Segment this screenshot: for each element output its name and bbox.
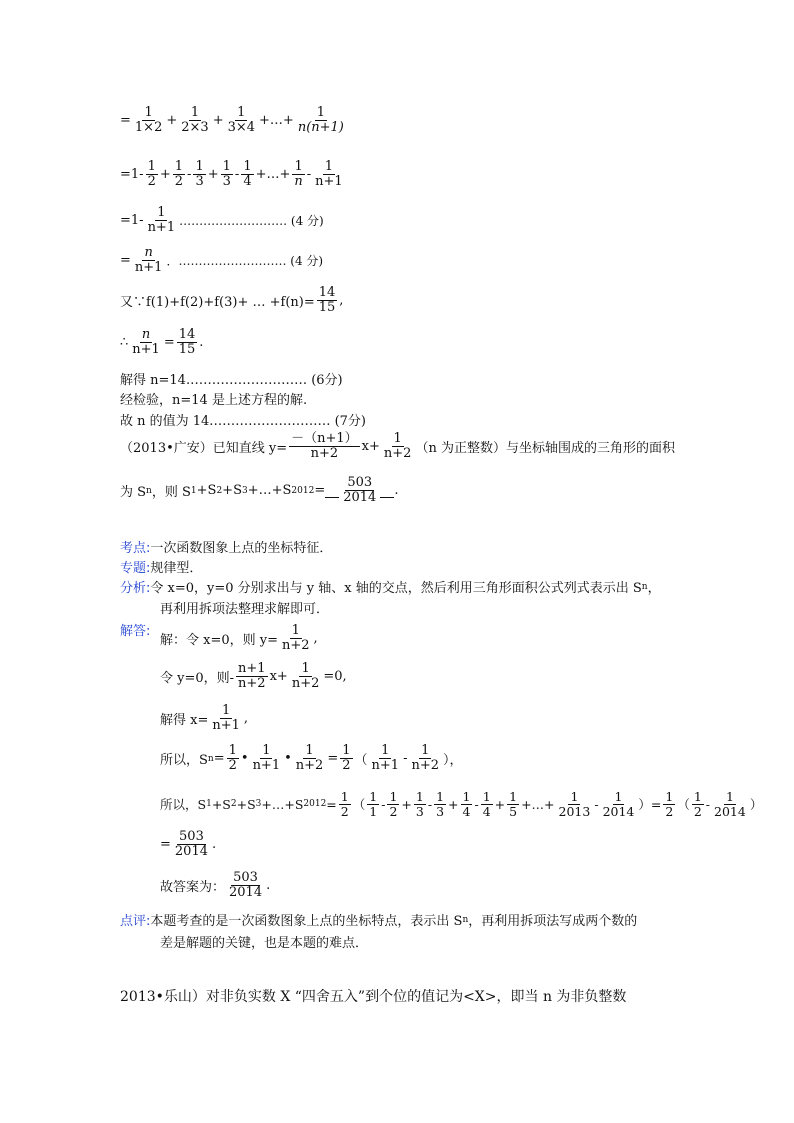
denominator: n+2: [282, 638, 310, 654]
fraction: [210, 704, 242, 734]
subscript: 2012: [303, 799, 327, 810]
check-text: 经检验，n=14 是上述方程的解.: [120, 393, 308, 408]
denominator: 2: [228, 758, 237, 774]
numerator: 503: [233, 870, 258, 885]
denominator: 15: [318, 300, 336, 316]
denominator: n+2: [291, 676, 320, 692]
fraction: [414, 790, 426, 819]
fenxi-row: [120, 577, 661, 596]
denominator: 4: [482, 803, 491, 819]
denominator: n+2: [310, 446, 339, 462]
fraction: [173, 830, 210, 860]
fraction: [177, 328, 198, 358]
fenxi-text: 令 x=0，y=0 分别求出与 y 轴、x 轴的交点，然后利用三角形面积公式列式表示出 S: [150, 581, 642, 596]
fraction: [317, 286, 338, 316]
numerator: 1: [693, 789, 702, 804]
fraction: [290, 662, 322, 692]
subscript: n: [207, 753, 214, 764]
fraction: [481, 790, 493, 819]
denominator: 4: [243, 174, 252, 190]
eq-sign: =: [120, 113, 131, 129]
jieda-line-4: [160, 744, 463, 774]
answer-fraction: [341, 476, 378, 506]
next-problem: [120, 986, 626, 1006]
ellipsis: +…+: [259, 113, 294, 129]
numerator: 1: [305, 743, 314, 758]
jieda-text: 所以，S: [160, 753, 208, 769]
fraction: [340, 744, 352, 774]
fraction: [173, 160, 185, 190]
problem-text: +…+S: [247, 483, 292, 499]
numerator: 1: [291, 623, 300, 638]
eq-sign: =: [160, 837, 171, 853]
fraction: [146, 160, 158, 190]
numerator: 1: [393, 431, 402, 446]
eq-line-5: [120, 286, 343, 316]
punct: .: [199, 335, 204, 351]
numerator: 1: [237, 105, 246, 120]
punct: .: [394, 483, 399, 499]
fraction: [601, 790, 637, 819]
fraction: [370, 744, 402, 774]
punct: .: [266, 878, 271, 894]
eq-line-2: =1- $\frac{1}{2}$ + $\frac{1}{2}$ - $\frac{1}{3}$ + $\frac{1}{3}$ - $\frac{1}{4}$ +…+ $\frac{1}{n}$ - $\frac{1}{n+1}$: [120, 159, 343, 190]
dianping-row: [120, 910, 637, 929]
denominator: 2: [693, 803, 702, 819]
numerator: 1: [421, 743, 430, 758]
subscript: 1: [190, 485, 197, 496]
eq-sign: =: [326, 796, 337, 812]
solution-text: 解得 n=14.……………………… (6分): [120, 373, 343, 388]
eq-line-7: [120, 369, 343, 388]
fraction: [251, 744, 283, 774]
numerator: 1: [174, 159, 184, 174]
jieda-line-5: 所以，S 1 +S 2 +S 3 +…+S 2012 = $\frac{1}{2}$ （ $\frac{1}{1}$ - $\frac{1}{2}$ + $\frac{1}{3}$ - $\frac{1}{3}$ + $\frac{1}{4}$ - $\frac{1}{4}$ + $\frac{1}{5}$ +…+ $\frac{1}{2013}$ - $\frac{1}{2014}$ ）= $\frac{1}{2}$ （ $\frac{1}{2}$ - $\frac{1}{2014}$ ）: [160, 789, 763, 819]
subscript: 3: [255, 799, 262, 810]
lead: =1-: [120, 167, 144, 183]
dianping-text: 差是解题的关键，也是本题的难点．: [160, 936, 369, 951]
denominator: 2014: [714, 803, 746, 819]
problem-text: （n 为正整数）与坐标轴围成的三角形的面积: [415, 441, 675, 457]
numerator: n+1: [238, 661, 266, 676]
numerator: 1: [144, 105, 153, 120]
denominator: 3: [222, 174, 231, 190]
numerator: 1: [157, 205, 166, 220]
problem-text: 为 S: [120, 485, 147, 501]
fraction: [227, 871, 264, 901]
numerator: 1: [725, 789, 734, 804]
denominator: n+1: [132, 342, 160, 358]
denominator: 2×3: [181, 120, 209, 136]
dianping-text: 本题考查的是一次函数图象上点的坐标特点，表示出 S: [150, 914, 463, 929]
eq-sign: =: [213, 751, 225, 767]
denominator: n+1: [252, 758, 281, 774]
jieda-label-row: [120, 620, 150, 639]
fraction: [292, 160, 304, 190]
fraction: [133, 106, 164, 136]
denominator: n+1: [315, 174, 343, 190]
jieda-line-6: [160, 830, 216, 860]
jieda-text: 令 y=0，则-: [160, 671, 235, 687]
subscript: 2012: [291, 485, 315, 496]
denominator: 2014: [343, 490, 377, 506]
fraction: [221, 160, 233, 190]
denominator: 15: [178, 342, 196, 358]
denominator: 1: [369, 803, 378, 819]
punct: ,: [243, 711, 249, 727]
subscript: 1: [206, 799, 212, 810]
denominator: 4: [462, 803, 471, 819]
score-note: ．……………………… (4 分): [166, 254, 324, 269]
fraction: [339, 790, 351, 819]
fraction: [461, 790, 473, 819]
dot-operator: •: [240, 751, 249, 767]
minus-sign: -: [403, 751, 408, 767]
fraction: [133, 246, 165, 276]
punct: ,: [313, 631, 318, 647]
numerator: 503: [347, 475, 373, 490]
eq-line-4: [120, 246, 323, 276]
subscript: 3: [241, 485, 248, 496]
subscript: 2: [230, 799, 237, 810]
next-problem-text: 2013•乐山）对非负实数 X “四舍五入”到个位的值记为<X>，即当 n 为非负整数: [120, 989, 627, 1005]
paren: ），: [443, 753, 463, 769]
numerator: 1: [316, 105, 325, 120]
denominator: n+1: [147, 220, 176, 236]
fraction: [236, 662, 268, 692]
fraction: [507, 790, 519, 819]
jieda-line-1: [160, 624, 318, 654]
numerator: 1: [415, 789, 424, 804]
denominator: 2013: [558, 803, 591, 819]
eq-line-1: = $\frac{1}{1\times 2}$ + $\frac{1}{2\times 3}$ + $\frac{1}{3\times 4}$ +…+ $\frac{1}{n(n+1)}$: [120, 105, 344, 136]
fraction: [382, 432, 414, 462]
subscript: n: [462, 914, 469, 925]
dot-operator: •: [284, 751, 292, 767]
denominator: 3: [195, 174, 204, 190]
kaodian-label: 考点:: [120, 541, 151, 556]
jieda-text: x+: [269, 669, 288, 685]
fraction: [367, 790, 379, 819]
problem-text: ，则 S: [151, 485, 191, 501]
lead: =1-: [120, 213, 144, 229]
answer-blank-right: [380, 497, 394, 498]
denominator: n+1: [134, 260, 163, 276]
fraction: [296, 106, 346, 136]
numerator: 1: [665, 789, 674, 804]
denominator: 2: [174, 174, 184, 190]
denominator: 2014: [229, 885, 263, 901]
fraction: [227, 744, 239, 774]
paren: （: [352, 797, 366, 813]
denominator: 3×4: [227, 120, 256, 136]
eq-sign: =: [327, 751, 339, 767]
eq-line-3: [120, 206, 324, 236]
punct: .: [212, 837, 217, 853]
numerator: n: [144, 245, 153, 260]
answer-blank-left: [325, 497, 339, 498]
fraction: [226, 106, 257, 136]
numerator: 1: [381, 743, 390, 758]
fraction: [241, 160, 253, 190]
kaodian-text: 一次函数图象上点的坐标特征．: [150, 541, 333, 556]
denominator: 3: [415, 803, 424, 819]
punct: ，: [647, 581, 661, 596]
denominator: 2: [340, 803, 349, 819]
denominator: n(n+1): [297, 120, 344, 136]
numerator: 1: [301, 661, 310, 676]
numerator: 14: [318, 285, 336, 300]
numerator: 1: [147, 159, 156, 174]
numerator: 1: [342, 743, 351, 758]
numerator: n: [141, 327, 151, 342]
problem-text: +S: [196, 483, 217, 499]
zhuanti-label: 专题:: [120, 561, 151, 576]
fraction: [663, 790, 675, 819]
eq-sign: =: [163, 335, 175, 351]
denominator: 2014: [602, 803, 635, 819]
subscript: 2: [216, 485, 223, 496]
fraction: [294, 744, 326, 774]
punct: =0,: [323, 669, 347, 685]
numerator: 1: [509, 789, 518, 804]
numerator: 1: [462, 789, 471, 804]
denominator: n+1: [371, 758, 400, 774]
numerator: 1: [614, 789, 623, 804]
paren: ）=: [638, 797, 662, 813]
problem-text: +S: [222, 483, 242, 499]
jieda-text: 所以，S: [160, 797, 207, 813]
numerator: 14: [178, 327, 196, 342]
eq-line-8: [120, 389, 307, 408]
fraction: [692, 790, 704, 819]
denominator: 2: [147, 174, 156, 190]
fraction: [409, 744, 441, 774]
fraction: [280, 624, 312, 654]
problem-text: x+: [361, 439, 380, 455]
numerator: 1: [228, 743, 237, 758]
jieda-line-7: [160, 871, 270, 901]
therefore-symbol: ∴: [120, 335, 129, 351]
fenxi-row-2: [160, 598, 329, 617]
zhuanti-row: [120, 557, 202, 576]
fraction: [712, 790, 748, 819]
fraction: [387, 790, 399, 819]
fraction: [289, 432, 360, 462]
ellipsis: +…+: [255, 167, 291, 183]
fraction: [130, 328, 162, 358]
denominator: n: [294, 174, 303, 190]
denominator: 2: [389, 803, 398, 819]
score-note: ……………………… (4 分): [179, 214, 324, 229]
fraction: [179, 106, 210, 136]
zhuanti-text: 规律型．: [150, 561, 203, 576]
fraction: [434, 790, 446, 819]
dianping-label: 点评:: [120, 914, 151, 929]
jieda-line-3: [160, 704, 248, 734]
denominator: 2014: [174, 844, 208, 860]
eq-line-9: [120, 410, 366, 429]
numerator: 503: [179, 829, 204, 844]
problem-text: （2013•广安）已知直线 y=: [120, 441, 288, 457]
problem-line-2: [120, 476, 398, 506]
fraction: [146, 206, 178, 236]
jieda-text: 故答案为：: [160, 880, 226, 896]
denominator: n+2: [295, 758, 324, 774]
numerator: 1: [243, 159, 252, 174]
fraction: [193, 160, 205, 190]
fenxi-label: 分析:: [120, 581, 151, 596]
numerator: 1: [221, 703, 231, 718]
denominator: n+1: [212, 718, 240, 734]
denominator: 2: [342, 758, 351, 774]
conclusion-text: 故 n 的值为 14.……………………… (7分): [120, 414, 366, 429]
numerator: －（n+1）: [291, 431, 358, 446]
denominator: 3: [436, 803, 445, 819]
numerator: 1: [482, 789, 491, 804]
dianping-row-2: [160, 932, 368, 951]
fenxi-text: 再利用拆项法整理求解即可．: [160, 602, 330, 617]
paren: （: [354, 753, 368, 769]
numerator: 1: [294, 159, 303, 174]
numerator: 1: [436, 789, 445, 804]
jieda-text: 解得 x=: [160, 713, 209, 729]
numerator: 1: [262, 743, 271, 758]
eq-line-6: [120, 328, 203, 358]
dianping-text: ，再利用拆项法写成两个数的: [468, 914, 638, 929]
punct: ,: [339, 293, 344, 309]
numerator: 1: [222, 159, 231, 174]
numerator: 1: [570, 789, 579, 804]
denominator: 2: [665, 803, 674, 819]
eq-sign: =: [314, 483, 326, 499]
jieda-line-2: [160, 662, 347, 692]
numerator: 1: [190, 105, 200, 120]
denominator: 1×2: [134, 120, 163, 136]
numerator: 1: [389, 789, 398, 804]
fraction: [557, 790, 593, 819]
denominator: 5: [509, 803, 518, 819]
denominator: n+2: [411, 758, 440, 774]
numerator: 1: [324, 159, 334, 174]
equation-text: 又∵f(1)+f(2)+f(3)+ … +f(n)=: [120, 295, 315, 311]
kaodian-row: [120, 537, 332, 556]
numerator: 1: [369, 789, 378, 804]
subscript: n: [641, 581, 648, 592]
fraction: [313, 160, 345, 190]
denominator: n+2: [238, 676, 266, 692]
lead: =: [120, 253, 131, 269]
jieda-label: 解答:: [120, 624, 151, 639]
numerator: 1: [340, 789, 349, 804]
subscript: n: [146, 485, 152, 496]
problem-line-1: [120, 432, 675, 462]
denominator: n+2: [383, 446, 412, 462]
jieda-text: 解：令 x=0，则 y=: [160, 633, 278, 649]
numerator: 1: [195, 159, 204, 174]
